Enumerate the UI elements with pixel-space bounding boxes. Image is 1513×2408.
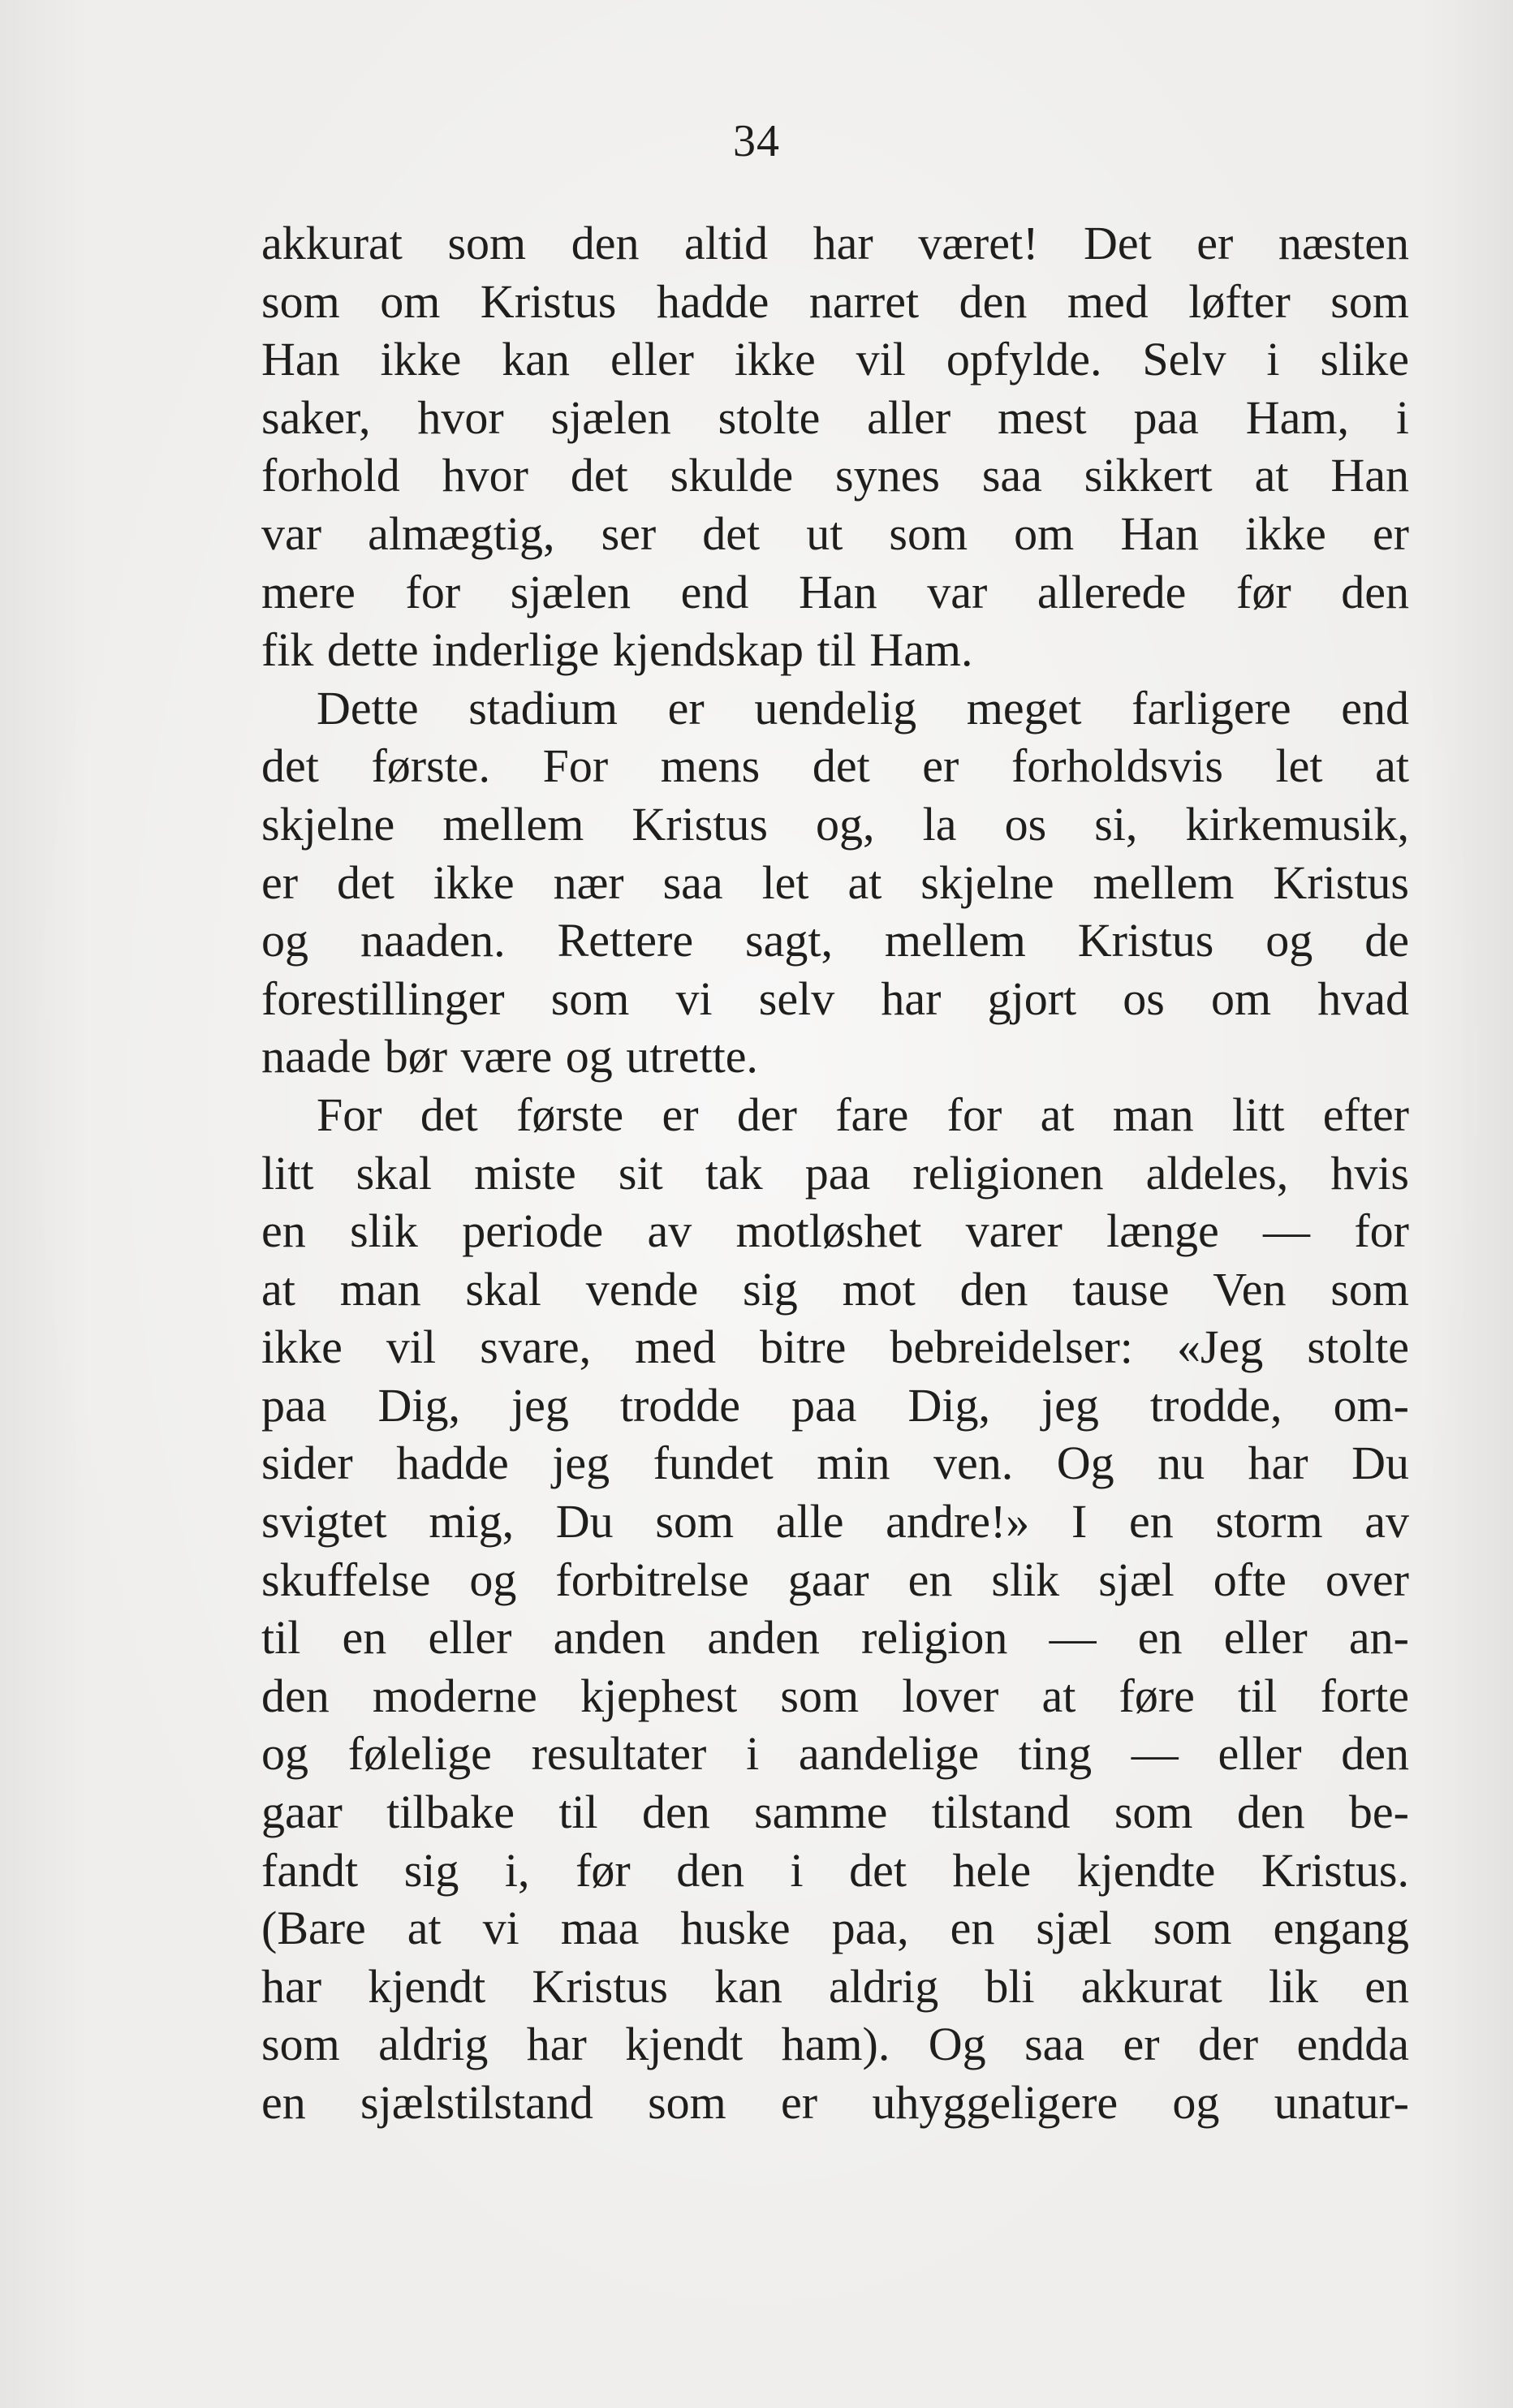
text-line: den moderne kjephest som lover at føre til forte	[261, 1669, 1409, 1722]
paragraph-start-line: Dette stadium er uendelig meget farligere end	[317, 681, 1409, 734]
text-line: sider hadde jeg fundet min ven. Og nu har Du	[261, 1437, 1409, 1490]
text-line: var almægtig, ser det ut som om Han ikke er	[261, 506, 1409, 560]
text-line: skuffelse og forbitrelse gaar en slik sjæl ofte over	[261, 1553, 1409, 1606]
text-line: paa Dig, jeg trodde paa Dig, jeg trodde, om-	[261, 1378, 1409, 1432]
text-line: som aldrig har kjendt ham). Og saa er der endda	[261, 2018, 1409, 2071]
paragraph-end-line: naade bør være og utrette.	[261, 1030, 758, 1083]
text-line: Han ikke kan eller ikke vil opfylde. Selv i slike	[261, 333, 1409, 386]
text-line: svigtet mig, Du som alle andre!» I en storm av	[261, 1495, 1409, 1549]
text-line: det første. For mens det er forholdsvis let at	[261, 739, 1409, 793]
paragraph-end-line: fik dette inderlige kjendskap til Ham.	[261, 623, 973, 677]
text-line: til en eller anden anden religion — en eller an-	[261, 1611, 1409, 1665]
text-line: er det ikke nær saa let at skjelne mellem Kristus	[261, 855, 1409, 909]
text-line: mere for sjælen end Han var allerede før den	[261, 565, 1409, 618]
text-line: har kjendt Kristus kan aldrig bli akkurat lik en	[261, 1959, 1409, 2013]
text-line: og naaden. Rettere sagt, mellem Kristus og de	[261, 914, 1409, 967]
paragraph-start-line: For det første er der fare for at man litt efter	[317, 1088, 1409, 1141]
text-line: og følelige resultater i aandelige ting — eller den	[261, 1727, 1409, 1781]
text-line: at man skal vende sig mot den tause Ven som	[261, 1262, 1409, 1316]
text-line: fandt sig i, før den i det hele kjendte Kristus.	[261, 1843, 1409, 1897]
text-line: forestillinger som vi selv har gjort os om hvad	[261, 971, 1409, 1025]
text-line: som om Kristus hadde narret den med løfter som	[261, 274, 1409, 328]
text-line: saker, hvor sjælen stolte aller mest paa Ham, i	[261, 390, 1409, 444]
text-line: akkurat som den altid har været! Det er næsten	[261, 217, 1409, 269]
text-line: en sjælstilstand som er uhyggeligere og unatur-	[261, 2076, 1409, 2129]
body-text	[261, 214, 1409, 2132]
text-line: forhold hvor det skulde synes saa sikkert at Han	[261, 449, 1409, 502]
page-number: 34	[733, 116, 780, 166]
text-line: ikke vil svare, med bitre bebreidelser: «Jeg stolte	[261, 1320, 1409, 1374]
text-line: en slik periode av motløshet varer længe — for	[261, 1204, 1409, 1258]
text-line: skjelne mellem Kristus og, la os si, kirkemusik,	[261, 797, 1409, 851]
text-line: gaar tilbake til den samme tilstand som den be-	[261, 1786, 1409, 1839]
text-line: litt skal miste sit tak paa religionen aldeles, hvis	[261, 1146, 1409, 1200]
text-line: (Bare at vi maa huske paa, en sjæl som engang	[261, 1902, 1409, 1955]
